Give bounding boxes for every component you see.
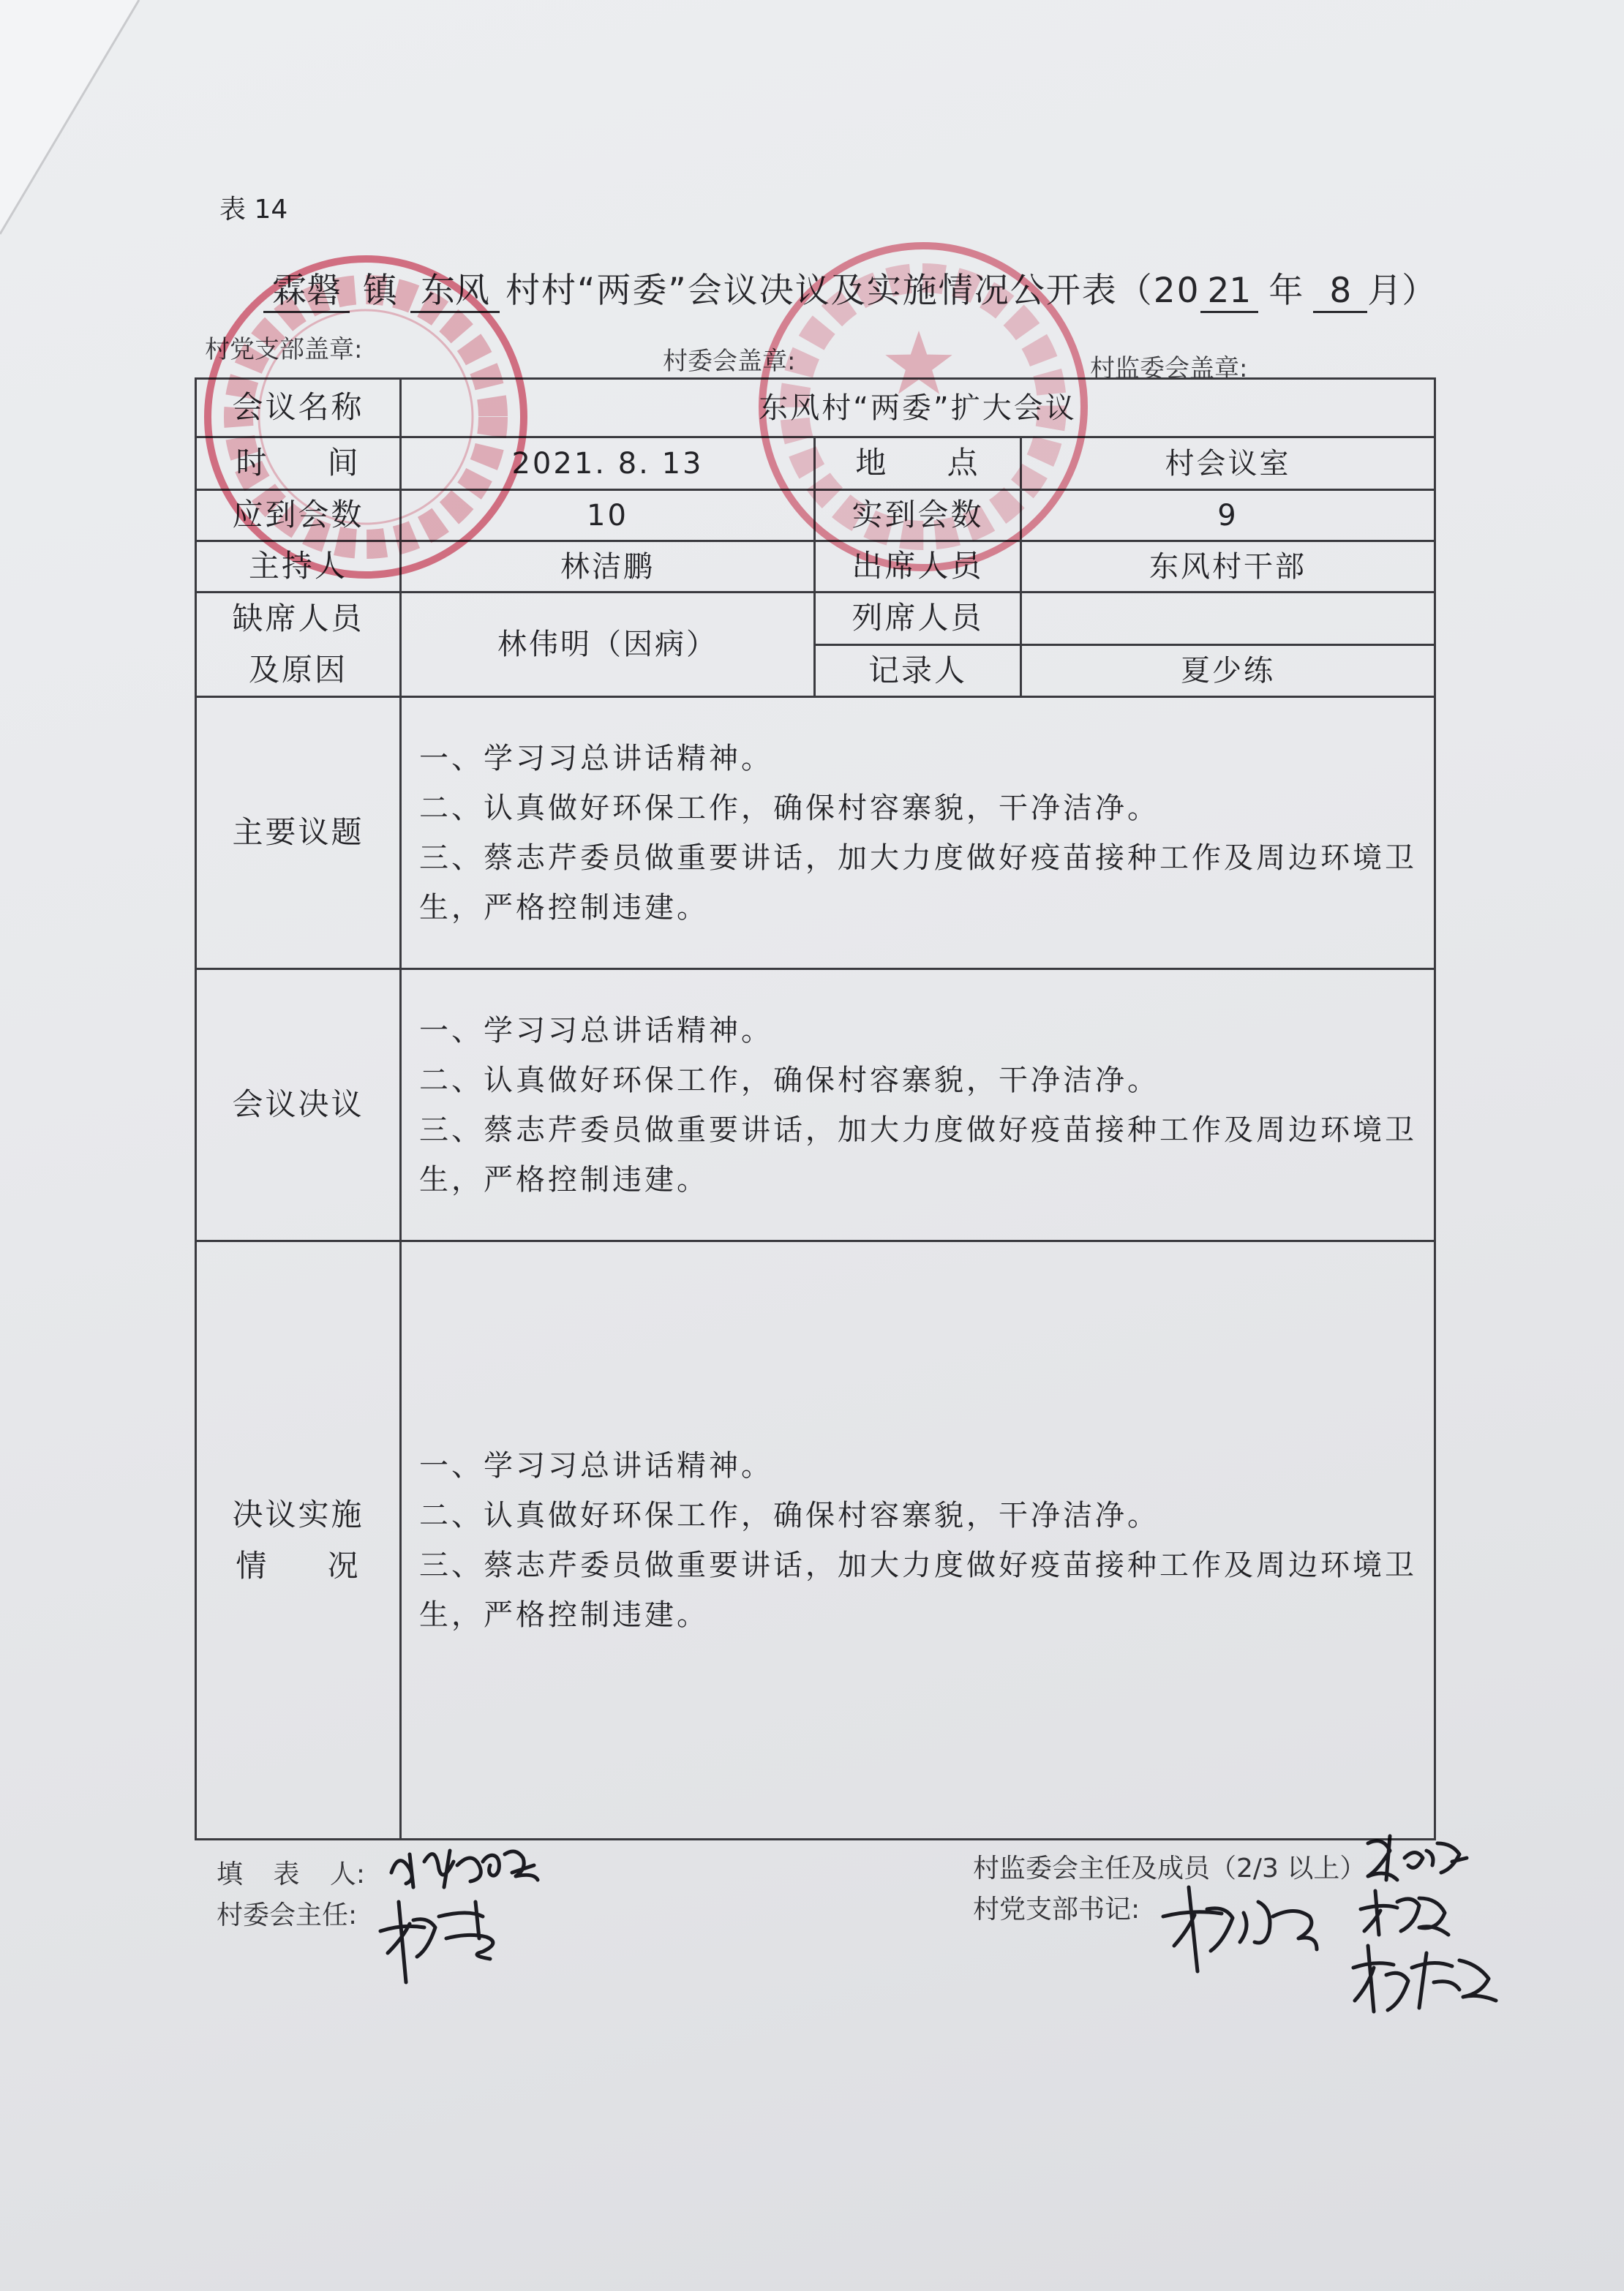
main-topics-line: 生，严格控制违建。 xyxy=(419,890,709,925)
row-attendance-count xyxy=(196,490,1435,541)
attendees-value: 东风村干部 xyxy=(1021,541,1435,592)
supervision-members-label: 村监委会主任及成员（2/3 以上） xyxy=(973,1854,1367,1884)
implementation-line: 二、认真做好环保工作，确保村容寨貌，干净洁净。 xyxy=(419,1498,1159,1532)
title-year-unit: 年 xyxy=(1268,271,1304,311)
supervision-committee-seal-label: 村监委会盖章: xyxy=(1090,354,1248,383)
implementation-label-line-2: 情 况 xyxy=(236,1547,361,1584)
implementation-line: 三、蔡志芹委员做重要讲话，加大力度做好疫苗接种工作及周边环境卫 xyxy=(419,1548,1417,1582)
resolutions-label: 会议决议 xyxy=(196,969,401,1241)
time-value: 2021. 8. 13 xyxy=(401,437,815,490)
main-topics-line: 二、认真做好环保工作，确保村容寨貌，干净洁净。 xyxy=(419,791,1159,825)
village-committee-seal-label: 村委会盖章: xyxy=(663,347,796,376)
title-town: 霖磐 xyxy=(263,271,350,313)
resolutions-line: 生，严格控制违建。 xyxy=(419,1162,709,1197)
resolutions-text xyxy=(401,969,1435,1241)
observers-value xyxy=(1021,592,1435,645)
main-topics-label: 主要议题 xyxy=(196,697,401,969)
expected-count-label: 应到会数 xyxy=(196,490,401,541)
implementation-label-line-1: 决议实施 xyxy=(232,1496,364,1532)
title-heading: 村村“两委”会议决议及实施情况公开表（20 xyxy=(505,271,1200,311)
recorder-label: 记录人 xyxy=(815,644,1021,697)
absent-label xyxy=(196,592,401,697)
row-absent-observers xyxy=(196,592,1435,645)
row-meeting-name xyxy=(196,379,1435,437)
resolutions-line: 三、蔡志芹委员做重要讲话，加大力度做好疫苗接种工作及周边环境卫 xyxy=(419,1113,1417,1147)
title-month-unit: 月） xyxy=(1367,271,1437,311)
row-host-attendees xyxy=(196,541,1435,592)
filler-label: 填 表 人: xyxy=(217,1859,366,1889)
main-topics-line: 三、蔡志芹委员做重要讲话，加大力度做好疫苗接种工作及周边环境卫 xyxy=(419,840,1417,875)
absent-value: 林伟明（因病） xyxy=(401,592,815,697)
absent-label-line-2: 及原因 xyxy=(248,652,347,688)
main-topics-text xyxy=(401,697,1435,969)
form-number: 表 14 xyxy=(219,195,288,225)
implementation-line: 一、学习习总讲话精神。 xyxy=(419,1448,773,1483)
implementation-label xyxy=(196,1241,401,1840)
meeting-name-value: 东风村“两委”扩大会议 xyxy=(401,379,1435,437)
party-branch-seal-label: 村党支部盖章: xyxy=(205,335,363,364)
title-year: 21 xyxy=(1200,271,1259,313)
actual-count-label: 实到会数 xyxy=(815,490,1021,541)
title-town-unit: 镇 xyxy=(363,271,397,311)
location-value: 村会议室 xyxy=(1021,437,1435,490)
host-value: 林洁鹏 xyxy=(401,541,815,592)
row-main-topics xyxy=(196,697,1435,969)
committee-director-label: 村委会主任: xyxy=(217,1900,358,1930)
absent-label-line-1: 缺席人员 xyxy=(232,601,364,636)
row-implementation xyxy=(196,1241,1435,1840)
actual-count-value: 9 xyxy=(1021,490,1435,541)
form-title xyxy=(263,269,1436,313)
location-label: 地 点 xyxy=(815,437,1021,490)
resolutions-line: 二、认真做好环保工作，确保村容寨貌，干净洁净。 xyxy=(419,1063,1159,1097)
row-time-location xyxy=(196,437,1435,490)
meeting-form-table xyxy=(195,377,1436,1840)
observers-label: 列席人员 xyxy=(815,592,1021,645)
meeting-name-label: 会议名称 xyxy=(196,379,401,437)
host-label: 主持人 xyxy=(196,541,401,592)
time-label: 时 间 xyxy=(196,437,401,490)
title-month: 8 xyxy=(1313,271,1367,313)
implementation-line: 生，严格控制违建。 xyxy=(419,1598,709,1632)
implementation-text xyxy=(401,1241,1435,1840)
recorder-value: 夏少练 xyxy=(1021,644,1435,697)
title-village: 东风 xyxy=(410,271,500,313)
attendees-label: 出席人员 xyxy=(815,541,1021,592)
resolutions-line: 一、学习习总讲话精神。 xyxy=(419,1013,773,1047)
main-topics-line: 一、学习习总讲话精神。 xyxy=(419,741,773,775)
expected-count-value: 10 xyxy=(401,490,815,541)
row-resolutions xyxy=(196,969,1435,1241)
party-secretary-label: 村党支部书记: xyxy=(973,1895,1140,1925)
